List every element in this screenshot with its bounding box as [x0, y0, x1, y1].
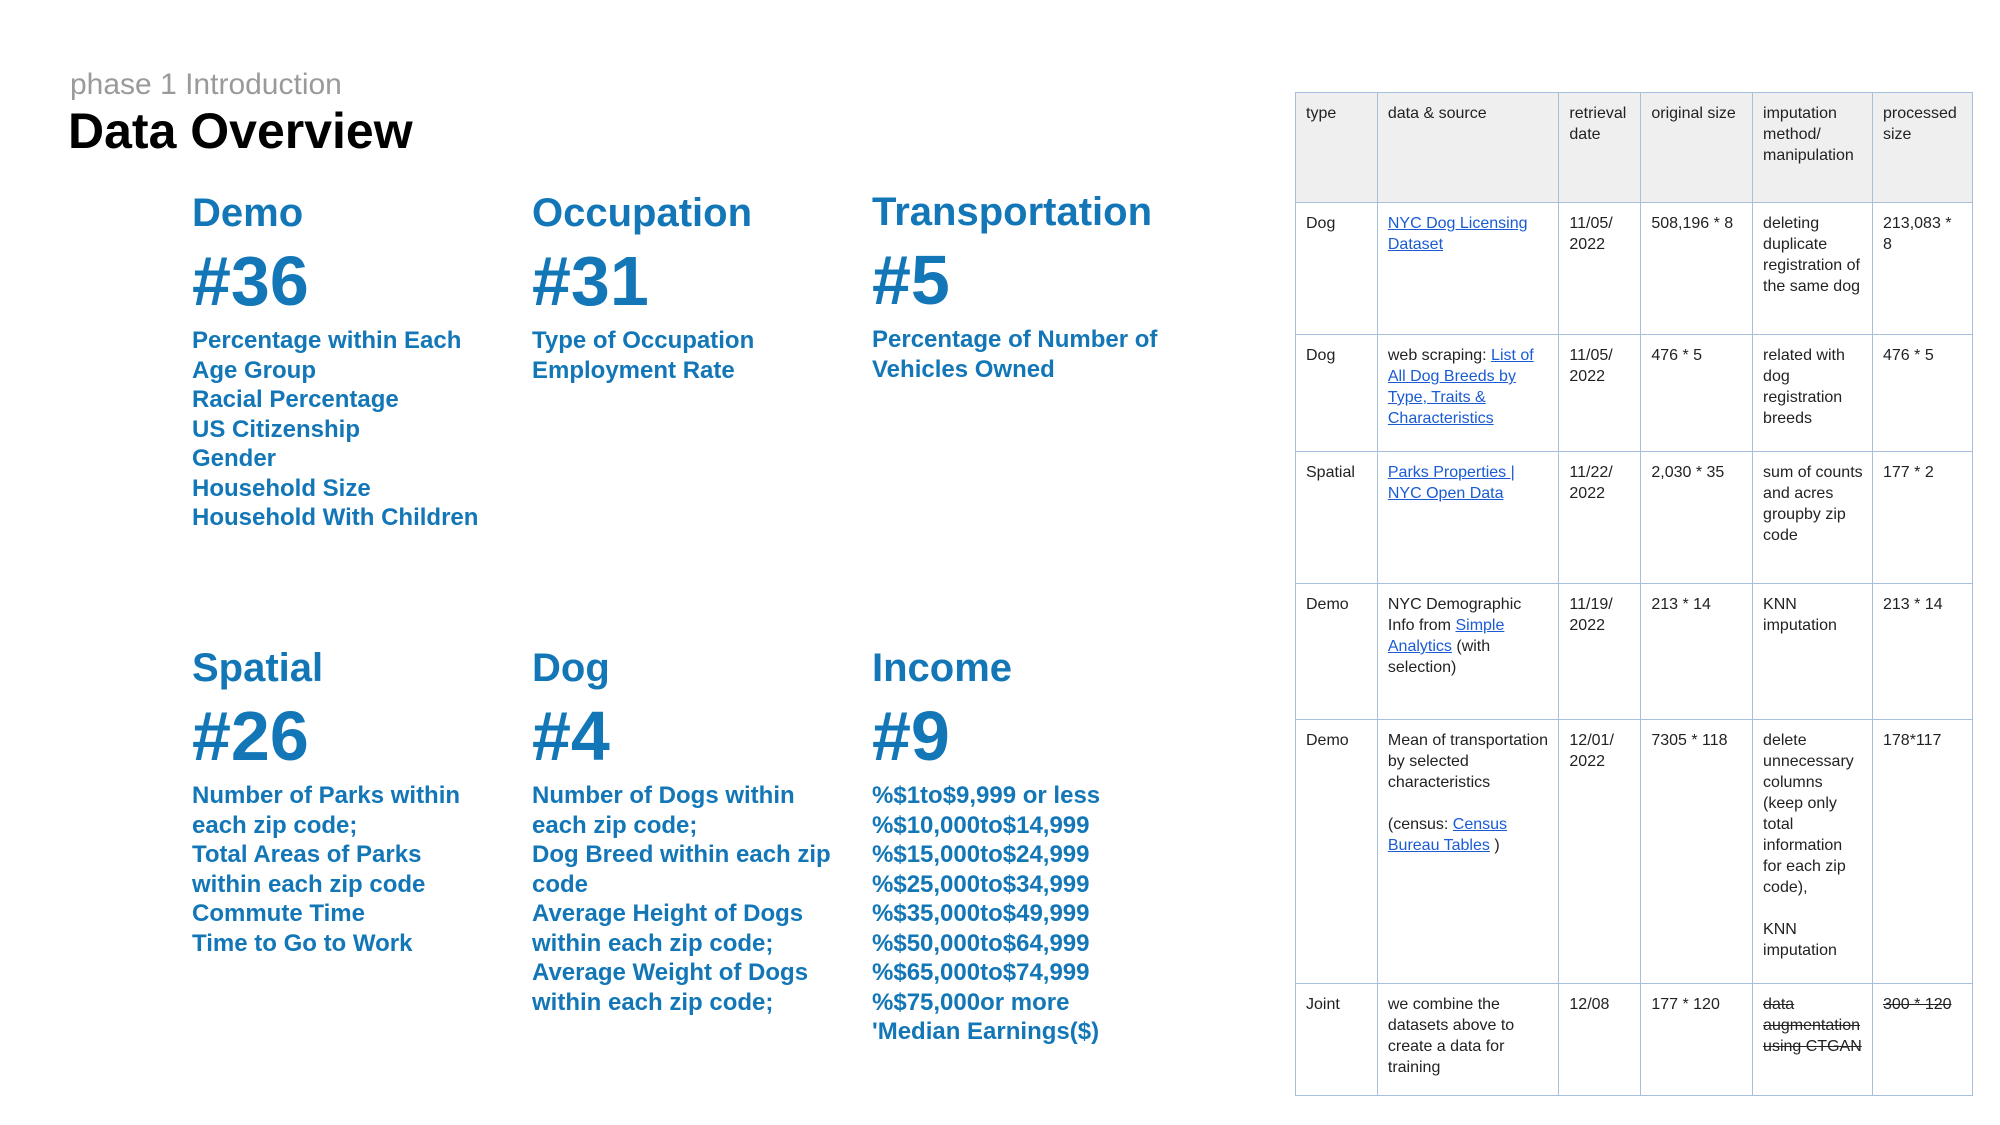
source-text: Mean of transportation by selected characteristics: [1387, 732, 1548, 791]
cell-method: sum of counts and acres groupby zip code: [1753, 452, 1873, 584]
cell-type: Demo: [1296, 584, 1378, 720]
category-item: %$50,000to$64,999: [872, 929, 1090, 957]
cell-original-size: 177 * 120: [1641, 984, 1753, 1096]
cell-source: we combine the datasets above to create a data for training: [1377, 984, 1559, 1096]
category-item: 'Median Earnings($): [872, 1018, 1100, 1045]
category-item: Average Height of Dogs: [532, 900, 804, 927]
category-item: Type of Occupation: [532, 327, 755, 354]
category-item: Household Size: [192, 474, 371, 502]
category-item: %$15,000to$24,999: [872, 841, 1090, 868]
source-link[interactable]: List of All Dog Breeds by Type, Traits & Characteristics: [1387, 347, 1534, 427]
category-item: US Citizenship: [192, 415, 361, 443]
category-count: #36: [192, 242, 309, 320]
cell-source: [1377, 203, 1559, 335]
category-item: Racial Percentage: [192, 386, 399, 413]
cell-type: Dog: [1296, 335, 1378, 452]
category-item: code: [532, 870, 589, 898]
cell-date: 11/22/ 2022: [1559, 452, 1641, 584]
cell-method: deleting duplicate registration of the same dog: [1753, 203, 1873, 335]
column-header: processed size: [1873, 93, 1973, 203]
source-link[interactable]: Census Bureau Tables: [1387, 816, 1508, 854]
cell-method: related with dog registration breeds: [1753, 335, 1873, 452]
source-text: NYC Demographic Info from: [1387, 596, 1522, 634]
cell-date: 11/05/ 2022: [1559, 335, 1641, 452]
cell-original-size: 508,196 * 8: [1641, 203, 1753, 335]
source-text: ): [1494, 837, 1500, 854]
cell-method: [1753, 720, 1873, 984]
column-header: retrieval date: [1559, 93, 1641, 203]
cell-date: 12/08: [1559, 984, 1641, 1096]
table-row: [1296, 452, 1973, 584]
table-header-row: [1296, 93, 1973, 203]
cell-method: KNN imputation: [1753, 584, 1873, 720]
category-item: within each zip code: [192, 870, 426, 898]
category-count: #9: [872, 697, 950, 775]
category-item: Time to Go to Work: [192, 929, 413, 957]
category-item: Percentage of Number of: [872, 326, 1158, 353]
category-item: Percentage within Each: [192, 327, 462, 354]
cell-processed-size: 300 * 120: [1873, 984, 1973, 1096]
category-item: each zip code;: [532, 811, 698, 839]
category-name: Demo: [192, 191, 304, 235]
category-name: Dog: [532, 646, 610, 690]
source-link[interactable]: Parks Properties | NYC Open Data: [1387, 464, 1515, 502]
category-count: #26: [192, 697, 309, 775]
cell-processed-size: 213 * 14: [1873, 584, 1973, 720]
column-header: original size: [1641, 93, 1753, 203]
page-title: Data Overview: [68, 103, 413, 159]
cell-type: Joint: [1296, 984, 1378, 1096]
source-text: (census:: [1387, 816, 1449, 833]
cell-type: Spatial: [1296, 452, 1378, 584]
category-name: Spatial: [192, 646, 324, 690]
table-row: [1296, 584, 1973, 720]
column-header: data & source: [1377, 93, 1559, 203]
table-row: [1296, 720, 1973, 984]
cell-source: [1377, 720, 1559, 984]
category-item: %$25,000to$34,999: [872, 870, 1090, 898]
data-source-table: [1295, 92, 1973, 1096]
category-item: Commute Time: [192, 900, 365, 927]
cell-original-size: 7305 * 118: [1641, 720, 1753, 984]
category-transportation: [872, 189, 1157, 384]
source-text: (with selection): [1387, 638, 1491, 676]
category-item: Dog Breed within each zip: [532, 841, 831, 868]
table-row: [1296, 984, 1973, 1096]
cell-original-size: 2,030 * 35: [1641, 452, 1753, 584]
category-item: Total Areas of Parks: [192, 841, 422, 868]
cell-type: Dog: [1296, 203, 1378, 335]
source-text: web scraping:: [1387, 347, 1487, 364]
category-item: Household With Children: [192, 504, 479, 531]
cell-processed-size: 476 * 5: [1873, 335, 1973, 452]
cell-processed-size: 178*117: [1873, 720, 1973, 984]
source-link[interactable]: NYC Dog Licensing Dataset: [1387, 215, 1528, 253]
method-text: KNN imputation: [1763, 921, 1837, 959]
category-name: Income: [872, 646, 1013, 690]
category-spatial: [192, 645, 460, 958]
cell-processed-size: 213,083 * 8: [1873, 203, 1973, 335]
category-item: within each zip code;: [532, 988, 774, 1016]
category-count: #4: [532, 697, 610, 775]
cell-date: 11/19/ 2022: [1559, 584, 1641, 720]
column-header: imputation method/ manipulation: [1753, 93, 1873, 203]
category-income: [872, 645, 1100, 1047]
category-count: #5: [872, 241, 950, 319]
category-item: %$35,000to$49,999: [872, 900, 1090, 927]
category-item: Age Group: [192, 356, 316, 384]
category-count: #31: [532, 242, 649, 320]
category-name: Occupation: [532, 191, 753, 235]
cell-method: data augmentation using CTGAN: [1753, 984, 1873, 1096]
cell-date: 11/05/ 2022: [1559, 203, 1641, 335]
cell-source: [1377, 584, 1559, 720]
cell-original-size: 476 * 5: [1641, 335, 1753, 452]
category-item: Vehicles Owned: [872, 355, 1055, 383]
cell-type: Demo: [1296, 720, 1378, 984]
category-item: %$75,000or more: [872, 988, 1070, 1016]
category-item: Number of Dogs within: [532, 782, 795, 809]
section-subtitle: phase 1 Introduction: [70, 68, 342, 101]
category-item: Gender: [192, 445, 277, 472]
category-demo: [192, 190, 478, 533]
cell-original-size: 213 * 14: [1641, 584, 1753, 720]
category-item: Number of Parks within: [192, 782, 461, 809]
category-name: Transportation: [872, 190, 1153, 234]
category-item: %$10,000to$14,999: [872, 811, 1090, 839]
cell-source: [1377, 335, 1559, 452]
cell-source: [1377, 452, 1559, 584]
method-text: delete unnecessary columns (keep only total information for each zip code),: [1763, 732, 1854, 896]
category-item: Average Weight of Dogs: [532, 959, 809, 986]
cell-processed-size: 177 * 2: [1873, 452, 1973, 584]
category-occupation: [532, 190, 754, 385]
category-item: Employment Rate: [532, 356, 735, 384]
category-item: each zip code;: [192, 811, 358, 839]
category-item: %$65,000to$74,999: [872, 959, 1090, 986]
table-row: [1296, 335, 1973, 452]
category-item: within each zip code;: [532, 929, 774, 957]
source-link[interactable]: Simple Analytics: [1387, 617, 1505, 655]
column-header: type: [1296, 93, 1378, 203]
table-row: [1296, 203, 1973, 335]
category-dog: [532, 645, 831, 1017]
category-item: %$1to$9,999 or less: [872, 782, 1101, 809]
cell-date: 12/01/ 2022: [1559, 720, 1641, 984]
